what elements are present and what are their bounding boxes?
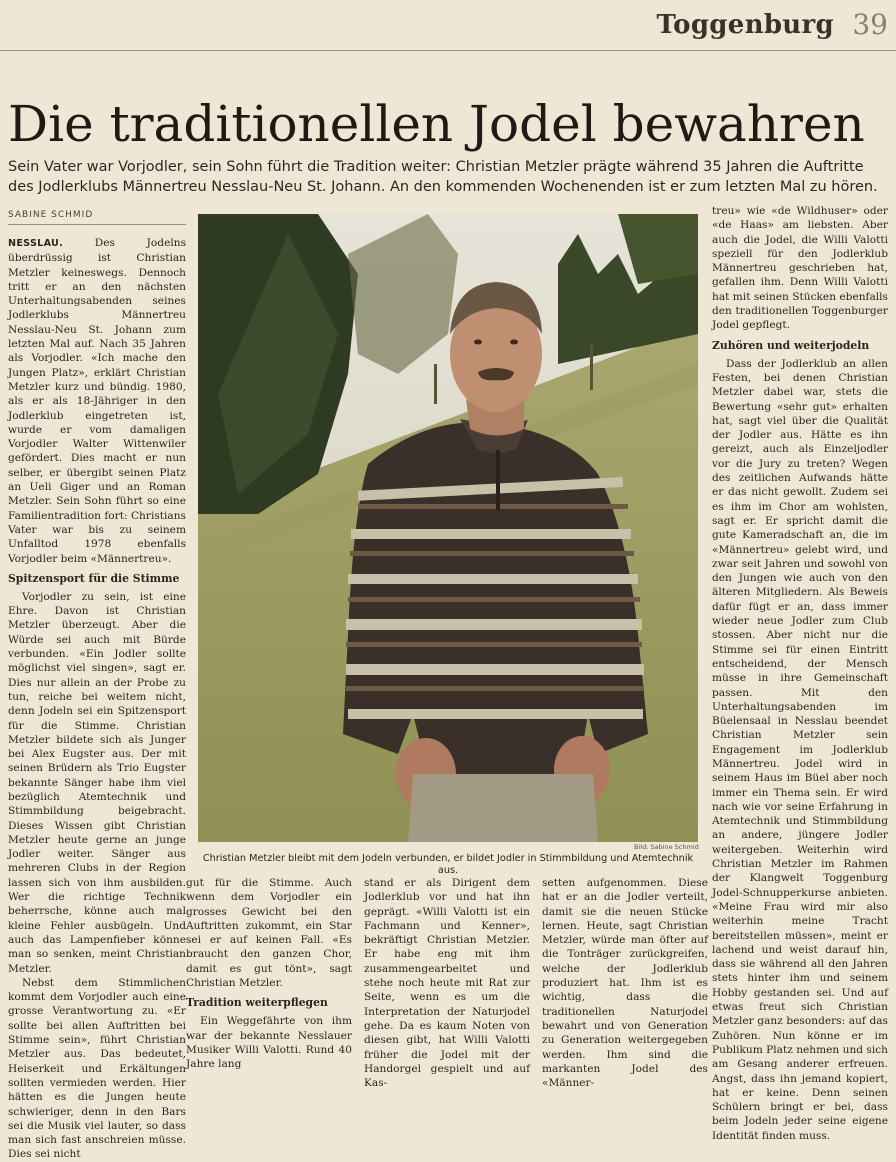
paragraph: Nebst dem Stimmlichen kommt dem Vorjodler auch eine grosse Verantwortung zu. «Er sollte bei allen Auftritten bei Stimme sein», führt Christian Metzler aus. Das bedeutet, Heiserkeit und Erkältungen sollten vermieden werden. Hier hätten es die Jungen heute schwieriger, denn in den Bars sei die Musik viel lauter, so dass man sich fast anschreien müsse. Dies sei nicht bbox=[8, 976, 186, 1161]
paragraph: Ein Weggefährte von ihm war der bekannte Nesslauer Musiker Willi Valotti. Rund 40 Jahre lang bbox=[186, 1015, 352, 1071]
subheading: Zuhören und weiterjodeln bbox=[712, 338, 870, 352]
paragraph: Dass der Jodlerklub an allen Festen, bei denen Christian Metzler dabei war, stets die Bewertung «sehr gut» erhalten hat, sagt viel über die Qualität der Jodler aus. Hätte es ihn gereizt, auch als Einzeljodler vor die Jury zu treten? Wegen des zeitlichen Aufwands hätte er das nicht gewollt. Zudem sei es ihm im Chor am wohlsten, sagt er. Er spricht damit die gute Kameradschaft an, die im «Männertreu» gelebt wird, und zwar seit Jahren und sowohl von den Jungen wie auch von den älteren Mitgliedern. Als Beweis dafür fügt er an, dass immer wieder neue Jodler zum Club stossen. Aber nicht nur die Stimme sei für einen Eintritt entscheidend, der Mensch müsse in ihre Gemeinschaft passen. Mit den Unterhaltungsabenden im Büelensaal in Nesslau beendet Christian Metzler sein Engagement im Jodlerklub Männertreu. Jodel wird in seinem Haus im Büel aber noch immer ein Thema sein. Er wird nach wie vor seine Erfahrung in Atemtechnik und Stimmbildung an andere, jüngere Jodler weitergeben. Weiterhin wird Christian Metzler im Rahmen der Klangwelt Toggenburg Jodel-Schnupperkurse anbieten. «Meine Frau wird mir also weiterhin meine Tracht bereitstellen müssen», meint er lachend und weist darauf hin, dass sie während all den Jahren stets hinter ihm und seinem Hobby gestanden sei. Und auf etwas freut sich Christian Metzler ganz besonders: auf das Zuhören. Nun könne er im Publikum Platz nehmen und sich am Gesang anderer erfreuen. Angst, dass ihn jemand kopiert, hat er keine. Denn seinen Schülern bringt er bei, dass beim Jodeln jeder seine eigene Identität finden muss. bbox=[712, 357, 888, 1142]
author-divider bbox=[8, 224, 186, 225]
column-4 bbox=[542, 876, 708, 1090]
paragraph: Vorjodler zu sein, ist eine Ehre. Davon ist Christian Metzler überzeugt. Aber die Würde sei auch mit Bürde verbunden. «Ein Jodler sollte möglichst viel singen», sagt er. Dies nur allein an der Probe zu tun, reiche bei weitem nicht, denn Jodeln sei ein Spitzensport für die Stimme. Christian Metzler bildete sich als Junger bei Alex Eugster aus. Der mit seinen Brüdern als Trio Eugster bekannte Sänger habe ihm viel bezüglich Atemtechnik und Stimmbildung beigebracht. Dieses Wissen gibt Christian Metzler heute gerne an junge Jodler weiter. Sänger aus mehreren Clubs in der Region lassen sich von ihm ausbilden. Wer die richtige Technik beherrsche, könne auch mal kleine Fehler ausbügeln. Und auch das Lampenfieber könne man so senken, meint Christian Metzler. bbox=[8, 590, 186, 975]
paragraph: gut für die Stimme. Auch wenn dem Vorjodler ein grosses Gewicht bei den Auftritten zukommt, ein Star sei er auf keinen Fall. «Es braucht den ganzen Chor, damit es gut tönt», sagt Christian Metzler. bbox=[186, 877, 352, 990]
paragraph bbox=[8, 236, 186, 566]
column-1 bbox=[8, 236, 187, 1161]
header-divider bbox=[0, 50, 896, 51]
photo-credit: Bild: Sabine Schmid bbox=[634, 843, 699, 851]
column-3 bbox=[364, 876, 530, 1090]
paragraph-text: Des Jodelns überdrüssig ist Christian Metzler keineswegs. Dennoch tritt er an den nächsten Unterhaltungsabenden seines Jodlerklubs Männertreu Nesslau-Neu St. Johann zum letzten Mal auf. Nach 35 Jahren als Vorjodler. «Ich mache den Jungen Platz», erklärt Christian Metzler kurz und bündig. 1980, als er als 18-Jähriger in den Jodlerklub eingetreten ist, wurde er vom damaligen Vorjodler Walter Wittenwiler gefördert. Dies macht er nun selber, er übergibt seinen Platz an Ueli Giger und an Roman Metzler. Sein Sohn führt so eine Familientradition fort: Christians Vater war bis zu seinem Unfalltod 1978 ebenfalls Vorjodler beim «Männertreu». bbox=[8, 237, 187, 565]
subheading: Spitzensport für die Stimme bbox=[8, 571, 180, 585]
dateline: NESSLAU. bbox=[8, 238, 64, 249]
page-header bbox=[0, 0, 896, 54]
photo-caption: Christian Metzler bleibt mit dem Jodeln verbunden, er bildet Jodler in Stimmbildung und Atemtechnik aus. bbox=[202, 853, 694, 876]
article-author: SABINE SCHMID bbox=[8, 210, 94, 220]
section-title: Toggenburg bbox=[656, 10, 834, 40]
article-lead: Sein Vater war Vorjodler, sein Sohn führt die Tradition weiter: Christian Metzler prägte während 35 Jahren die Auftritte des Jodlerklubs Männertreu Nesslau-Neu St. Johann. An den kommenden Wochenenden ist er zum letzten Mal zu hören. bbox=[8, 159, 878, 195]
page-number: 39 bbox=[852, 8, 888, 41]
column-5 bbox=[712, 204, 888, 1142]
paragraph: treu» wie «de Wildhuser» oder «de Haas» am liebsten. Aber auch die Jodel, die Willi Valotti speziell für den Jodlerklub Männertreu geschrieben hat, gefallen ihm. Denn Willi Valotti hat mit seinen Stücken ebenfalls den traditionellen Toggenburger Jodel gepflegt. bbox=[712, 205, 888, 332]
subheading: Tradition weiterpflegen bbox=[186, 996, 328, 1010]
column-2 bbox=[186, 876, 352, 1071]
article-headline: Die traditionellen Jodel bewahren bbox=[8, 95, 865, 153]
paragraph: setten aufgenommen. Diese hat er an die Jodler verteilt, damit sie die neuen Stücke lernen. Heute, sagt Christian Metzler, würde man öfter auf die Tonträger zurückgreifen, welche der Jodlerklub produziert hat. Ihm ist es wichtig, dass die traditionellen Naturjodel bewahrt und von Generation zu Generation weitergegeben werden. Ihm sind die markanten Jodel des «Männer- bbox=[542, 877, 708, 1090]
portrait-illustration bbox=[198, 214, 698, 842]
paragraph: stand er als Dirigent dem Jodlerklub vor und hat ihn geprägt. «Willi Valotti ist ein Fachmann und Kenner», bekräftigt Christian Metzler. Er habe eng mit ihm zusammengearbeitet und stehe noch heute mit Rat zur Seite, wenn es um die Interpretation der Naturjodel gehe. Da es kaum Noten von diesen gibt, hat Willi Valotti früher die Jodel mit der Handorgel gespielt und auf Kas- bbox=[364, 877, 530, 1090]
article-photo bbox=[198, 214, 698, 842]
